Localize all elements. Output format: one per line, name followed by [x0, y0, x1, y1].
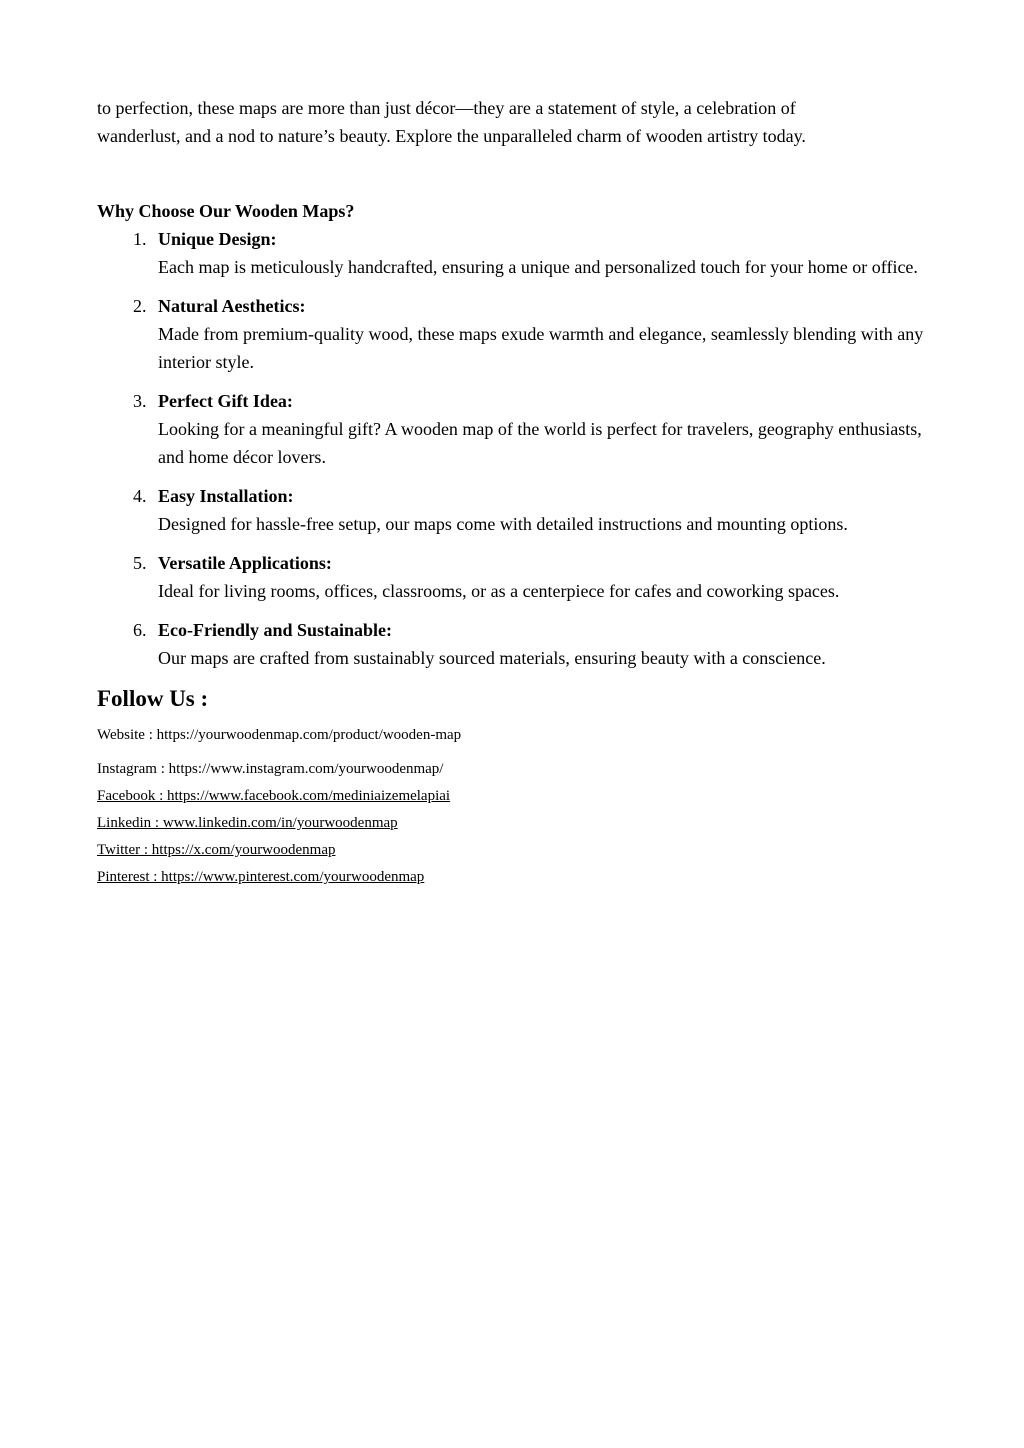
follow-us-heading: Follow Us :	[97, 686, 209, 711]
feature-title: Natural Aesthetics:	[158, 296, 306, 316]
feature-number: 1.	[133, 229, 147, 249]
feature-description: Our maps are crafted from sustainably sourced materials, ensuring beauty with a conscience.	[158, 648, 826, 668]
feature-description: Designed for hassle-free setup, our maps come with detailed instructions and mounting options.	[158, 514, 848, 534]
feature-description: Ideal for living rooms, offices, classrooms, or as a centerpiece for cafes and coworking spaces.	[158, 581, 840, 601]
feature-number: 4.	[133, 486, 147, 506]
feature-item-perfect-gift	[97, 387, 937, 471]
intro-paragraph	[97, 94, 937, 150]
feature-title: Easy Installation:	[158, 486, 294, 506]
intro-line-1: to perfection, these maps are more than just décor—they are a statement of style, a celebration of	[97, 98, 796, 118]
social-links	[97, 724, 937, 888]
feature-title: Perfect Gift Idea:	[158, 391, 293, 411]
feature-number: 6.	[133, 620, 147, 640]
twitter-link[interactable]: Twitter : https://x.com/yourwoodenmap	[97, 842, 336, 858]
feature-number: 2.	[133, 296, 147, 316]
feature-item-easy-installation	[97, 482, 937, 538]
facebook-link[interactable]: Facebook : https://www.facebook.com/mediniaizemelapiai	[97, 788, 451, 804]
why-choose-heading: Why Choose Our Wooden Maps?	[97, 201, 355, 221]
feature-title: Unique Design:	[158, 229, 277, 249]
feature-item-unique-design	[97, 225, 937, 281]
feature-number: 3.	[133, 391, 147, 411]
feature-item-natural-aesthetics	[97, 292, 937, 376]
feature-title: Versatile Applications:	[158, 553, 332, 573]
feature-description: Looking for a meaningful gift? A wooden map of the world is perfect for travelers, geography enthusiasts, and home décor lovers.	[158, 419, 922, 467]
website-link: Website : https://yourwoodenmap.com/product/wooden-map	[97, 727, 462, 743]
feature-number: 5.	[133, 553, 147, 573]
intro-line-2: wanderlust, and a nod to nature’s beauty. Explore the unparalleled charm of wooden artistry today.	[97, 126, 806, 146]
feature-description: Each map is meticulously handcrafted, ensuring a unique and personalized touch for your home or office.	[158, 257, 918, 277]
feature-title: Eco-Friendly and Sustainable:	[158, 620, 393, 640]
linkedin-link[interactable]: Linkedin : www.linkedin.com/in/yourwoodenmap	[97, 815, 398, 831]
document-page	[97, 94, 937, 893]
feature-description: Made from premium-quality wood, these maps exude warmth and elegance, seamlessly blending with any interior style.	[158, 324, 924, 372]
instagram-link: Instagram : https://www.instagram.com/yourwoodenmap/	[97, 761, 444, 777]
feature-item-eco-friendly	[97, 616, 937, 672]
features-list	[97, 225, 937, 672]
feature-item-versatile-applications	[97, 549, 937, 605]
pinterest-link[interactable]: Pinterest : https://www.pinterest.com/yourwoodenmap	[97, 869, 425, 885]
